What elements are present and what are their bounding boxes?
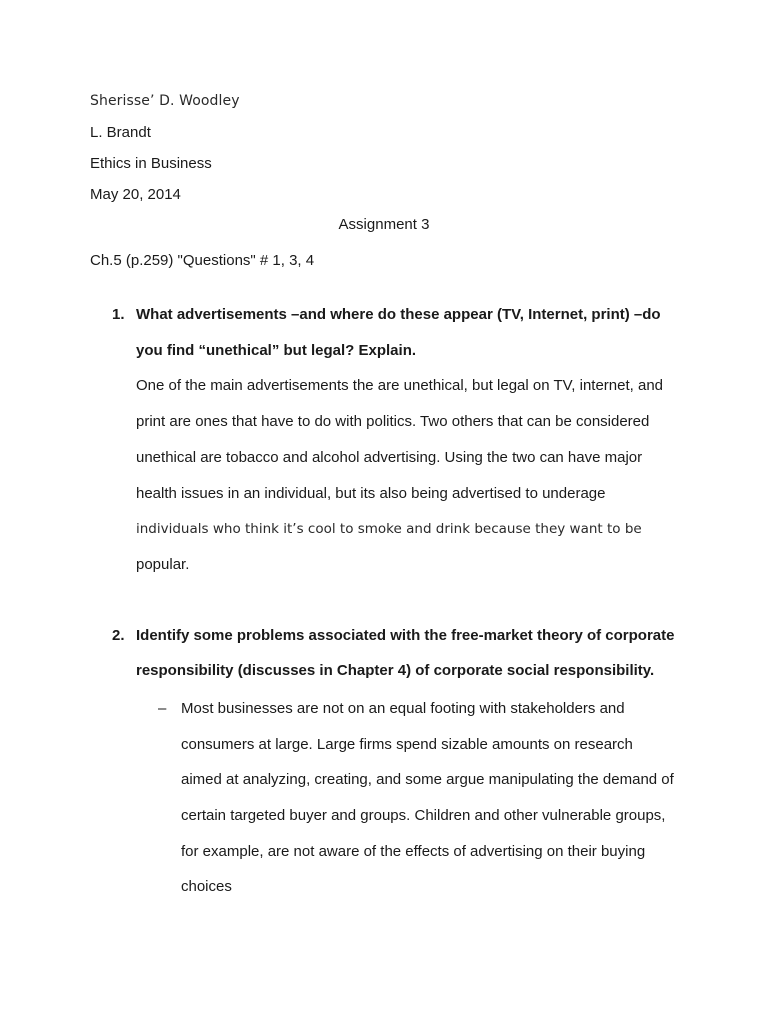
answer-line: One of the main advertisements the are unethical, but legal on TV, internet, and (136, 377, 663, 394)
bullet-dash: – (158, 700, 167, 717)
answer-line: consumers at large. Large firms spend sizable amounts on research (181, 736, 633, 753)
course-name: Ethics in Business (90, 155, 212, 172)
answer-line: Most businesses are not on an equal footing with stakeholders and (181, 700, 625, 717)
document-date: May 20, 2014 (90, 186, 181, 203)
answer-line: health issues in an individual, but its also being advertised to underage (136, 485, 606, 502)
answer-line: aimed at analyzing, creating, and some argue manipulating the demand of (181, 771, 674, 788)
question-number: 1. (112, 306, 125, 323)
question-number: 2. (112, 627, 125, 644)
answer-line: print are ones that have to do with politics. Two others that can be considered (136, 413, 650, 430)
answer-line: individuals who think it’s cool to smoke and drink because they want to be (136, 521, 642, 537)
answer-line: choices (181, 878, 232, 895)
question-text-line: responsibility (discusses in Chapter 4) of corporate social responsibility. (136, 662, 655, 679)
question-text-line: Identify some problems associated with the free-market theory of corporate (136, 627, 675, 644)
answer-line: certain targeted buyer and groups. Children and other vulnerable groups, (181, 807, 666, 824)
question-text-line: you find “unethical” but legal? Explain. (136, 342, 417, 359)
answer-line: for example, are not aware of the effects of advertising on their buying (181, 843, 646, 860)
answer-line: popular. (136, 556, 190, 573)
answer-line: unethical are tobacco and alcohol advertising. Using the two can have major (136, 449, 643, 466)
question-text-line: What advertisements –and where do these appear (TV, Internet, print) –do (136, 306, 661, 323)
page-title: Assignment 3 (338, 216, 430, 233)
author-name: Sherisse’ D. Woodley (90, 93, 240, 109)
instructor-name: L. Brandt (90, 124, 151, 141)
chapter-reference: Ch.5 (p.259) "Questions" # 1, 3, 4 (90, 252, 315, 269)
